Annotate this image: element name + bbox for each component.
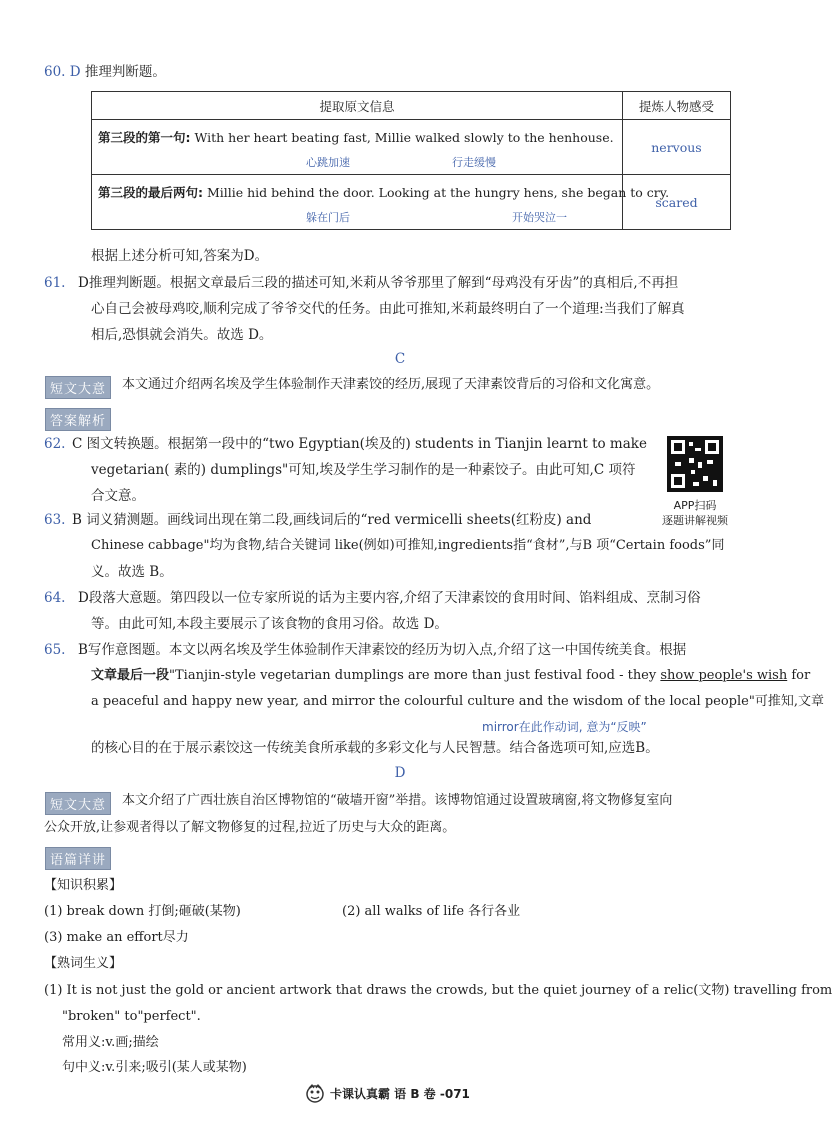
q65-line-1: B写作意图题。本文以两名埃及学生体验制作天津素饺的经历为切入点,介绍了这一中国传统美食。根据	[78, 642, 687, 658]
row2-text: Millie hid behind the door. Looking at the hungry hens, she began to cry.	[203, 185, 670, 200]
q65-underline: show people's wish	[660, 668, 788, 683]
q65-annotation: mirror在此作动词, 意为“反映”	[482, 720, 647, 734]
knowledge-item-3: (3) make an effort尽力	[44, 930, 189, 945]
row1-text: With her heart beating fast, Millie walked slowly to the henhouse.	[190, 130, 614, 145]
qr-code[interactable]	[667, 436, 723, 492]
table-row-2-text	[92, 175, 670, 230]
q62-number: 62.	[44, 436, 66, 452]
q65-line-4: 的核心目的在于展示素饺这一传统美食所承载的多彩文化与人民智慧。结合备选项可知,应选B。	[91, 740, 659, 756]
q63-line-2: Chinese cabbage"均为食物,结合关键词 like(例如)可推知,ingredients指“食材”,与B 项“Certain foods”同	[91, 538, 725, 553]
table-head-left: 提取原文信息	[92, 92, 623, 120]
q60-header	[44, 62, 166, 82]
q62-line-2: vegetarian( 素的) dumplings"可知,埃及学生学习制作的是一种素饺子。由此可知,C 项符	[91, 462, 636, 478]
row1-annotation-2: 行走缓慢	[452, 156, 496, 169]
q64-line-2: 等。由此可知,本段主要展示了该食物的食用习俗。故选 D。	[91, 616, 448, 632]
knowledge-title: 【知识积累】	[44, 878, 123, 893]
familiar-common: 常用义:v.画;描绘	[62, 1035, 159, 1050]
qr-caption	[650, 498, 740, 528]
q64-line-1: D段落大意题。第四段以一位专家所说的话为主要内容,介绍了天津素饺的食用时间、馅料组成、烹制习俗	[78, 590, 701, 606]
footer-text: 卡课认真霸 语 B 卷 -071	[330, 1087, 470, 1101]
q63-number: 63.	[44, 512, 66, 528]
q61-number: 61.	[44, 275, 66, 291]
q65-number: 65.	[44, 642, 66, 658]
section-c-tag: 短文大意	[45, 376, 111, 399]
section-d-tag: 短文大意	[45, 792, 111, 815]
q60-number: 60.	[44, 64, 66, 80]
familiar-line-2: "broken" to"perfect".	[62, 1009, 201, 1024]
row2-label: 第三段的最后两句:	[98, 185, 203, 200]
q65-quote: "Tianjin-style vegetarian dumplings are more than just festival food - they	[169, 668, 661, 683]
q62-line-1: C 图文转换题。根据第一段中的“two Egyptian(埃及的) students in Tianjin learnt to make	[72, 436, 647, 452]
row1-feeling: nervous	[623, 120, 731, 175]
q60-type: 推理判断题。	[84, 64, 166, 80]
section-c-answer-tag: 答案解析	[45, 408, 111, 431]
section-c-summary: 本文通过介绍两名埃及学生体验制作天津素饺的经历,展现了天津素饺背后的习俗和文化寓意。	[122, 377, 660, 392]
mascot-icon	[304, 1082, 326, 1104]
knowledge-item-2: (2) all walks of life 各行各业	[342, 904, 521, 919]
section-d-summary-1: 本文介绍了广西壮族自治区博物馆的“破墙开窗”举措。该博物馆通过设置玻璃窗,将文物修复室向	[122, 793, 673, 808]
row2-annotation-1: 躲在门后	[306, 211, 350, 224]
section-c-letter: C	[394, 351, 406, 367]
section-d-letter: D	[394, 765, 406, 781]
q61-line-1: D推理判断题。根据文章最后三段的描述可知,米莉从爷爷那里了解到“母鸡没有牙齿”的真相后,不再担	[78, 275, 679, 291]
q60-conclusion: 根据上述分析可知,答案为D。	[91, 248, 269, 264]
familiar-title: 【熟词生义】	[44, 956, 123, 971]
section-d-detail-tag: 语篇详讲	[45, 847, 111, 870]
familiar-line-1: (1) It is not just the gold or ancient artwork that draws the crowds, but the quiet journey of a relic(文物) travelling from	[44, 983, 832, 998]
q61-line-2: 心自己会被母鸡咬,顺利完成了爷爷交代的任务。由此可推知,米莉最终明白了一个道理:当我们了解真	[91, 301, 685, 317]
q64-number: 64.	[44, 590, 66, 606]
q63-line-1: B 词义猜测题。画线词出现在第二段,画线词后的“red vermicelli sheets(红粉皮) and	[72, 512, 592, 528]
q65-line-2	[91, 666, 810, 686]
q65-line-3: a peaceful and happy new year, and mirror the colourful culture and the wisdom of the local people"可推知,文章	[91, 694, 824, 709]
q65-bold: 文章最后一段	[91, 668, 170, 683]
familiar-context: 句中义:v.引来;吸引(某人或某物)	[62, 1060, 247, 1075]
row2-feeling: scared	[623, 175, 731, 230]
q62-line-3: 合文意。	[91, 488, 145, 504]
q61-line-3: 相后,恐惧就会消失。故选 D。	[91, 327, 273, 343]
analysis-table	[91, 91, 731, 230]
row1-label: 第三段的第一句:	[98, 130, 191, 145]
qr-caption-2: 逐题讲解视频	[662, 514, 728, 527]
row1-annotation-1: 心跳加速	[306, 156, 350, 169]
q65-end: for	[787, 668, 811, 683]
q60-answer: D	[69, 64, 81, 80]
qr-caption-1: APP扫码	[673, 499, 717, 512]
table-head-right: 提炼人物感受	[623, 92, 731, 120]
section-d-summary-2: 公众开放,让参观者得以了解文物修复的过程,拉近了历史与大众的距离。	[44, 820, 456, 835]
knowledge-item-1: (1) break down 打倒;砸破(某物)	[44, 904, 241, 919]
row2-annotation-2: 开始哭泣一	[512, 211, 567, 224]
q63-line-3: 义。故选 B。	[91, 564, 173, 580]
table-row-1-text	[92, 120, 623, 175]
